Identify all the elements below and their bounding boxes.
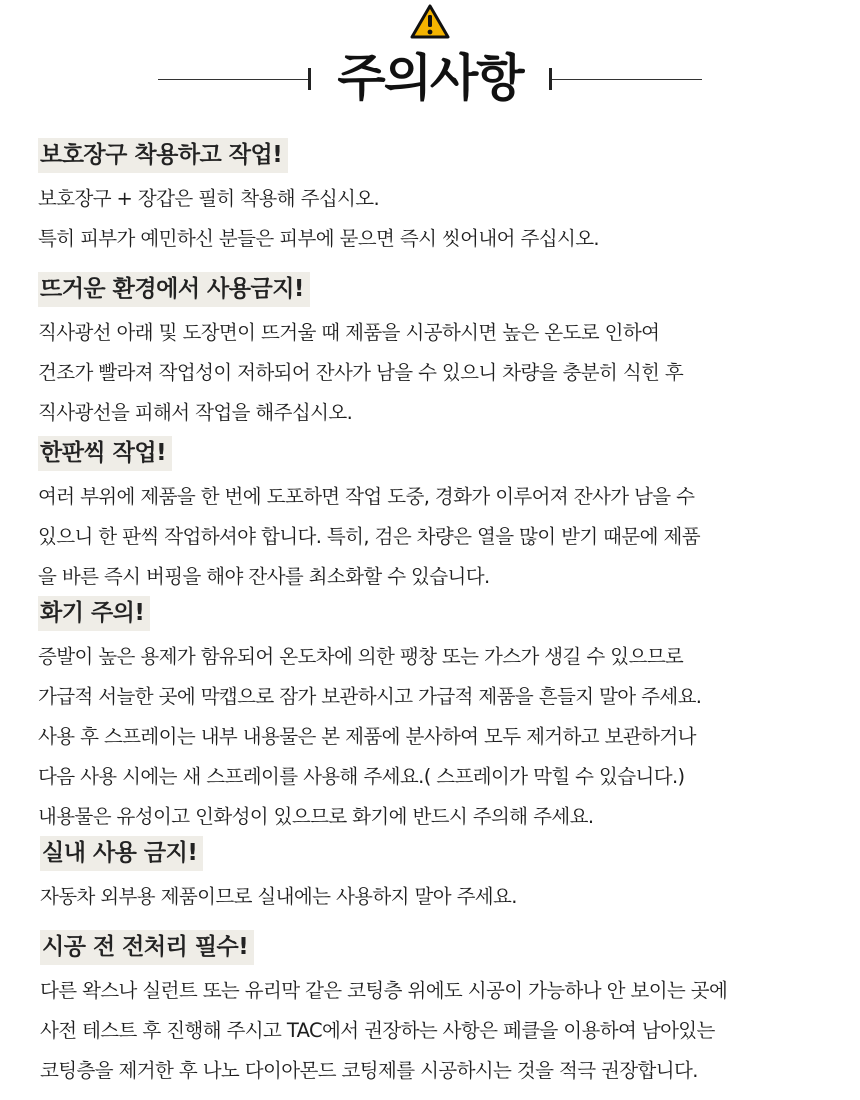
section-body — [40, 971, 830, 1091]
section-body — [38, 477, 828, 597]
section-heading: 화기 주의! — [38, 596, 150, 631]
body-line: 건조가 빨라져 작업성이 저하되어 잔사가 남을 수 있으니 차량을 충분히 식힌 후 — [38, 361, 684, 384]
page-header — [0, 0, 860, 120]
body-line: 사전 테스트 후 진행해 주시고 TAC에서 권장하는 사항은 페클을 이용하여 남아있는 — [40, 1019, 715, 1042]
section-no-indoor-use — [40, 836, 830, 917]
title-row — [0, 48, 860, 108]
body-line: 내용물은 유성이고 인화성이 있으므로 화기에 반드시 주의해 주세요. — [38, 805, 594, 828]
body-line: 다음 사용 시에는 새 스프레이를 사용해 주세요.( 스프레이가 막힐 수 있습니다.) — [38, 765, 685, 788]
body-line: 증발이 높은 용제가 함유되어 온도차에 의한 팽창 또는 가스가 생길 수 있으므로 — [38, 645, 684, 668]
body-line: 직사광선을 피해서 작업을 해주십시오. — [38, 401, 353, 424]
section-pretreatment-required — [40, 930, 830, 1091]
body-line: 보호장구 + 장갑은 필히 착용해 주십시오. — [38, 187, 380, 210]
body-line: 코팅층을 제거한 후 나노 다이아몬드 코팅제를 시공하시는 것을 적극 권장합니다. — [40, 1059, 698, 1082]
body-line: 사용 후 스프레이는 내부 내용물은 본 제품에 분사하여 모두 제거하고 보관하거나 — [38, 725, 696, 748]
title-rule-left — [158, 79, 308, 80]
title-rule-right — [552, 79, 702, 80]
body-line: 을 바른 즉시 버핑을 해야 잔사를 최소화할 수 있습니다. — [38, 565, 490, 588]
section-heading: 한판씩 작업! — [38, 436, 172, 471]
section-body — [38, 179, 828, 259]
section-protective-gear — [38, 138, 828, 259]
body-line: 다른 왁스나 실런트 또는 유리막 같은 코팅층 위에도 시공이 가능하나 안 보이는 곳에 — [40, 979, 728, 1002]
section-body — [38, 637, 828, 837]
section-heading: 시공 전 전처리 필수! — [40, 930, 254, 965]
body-line: 자동차 외부용 제품이므로 실내에는 사용하지 말아 주세요. — [40, 885, 517, 908]
warning-icon — [410, 4, 450, 40]
section-heading: 실내 사용 금지! — [40, 836, 203, 871]
section-one-panel-at-a-time — [38, 436, 828, 597]
body-line: 직사광선 아래 및 도장면이 뜨거울 때 제품을 시공하시면 높은 온도로 인하여 — [38, 321, 660, 344]
body-line: 가급적 서늘한 곳에 막캡으로 잠가 보관하시고 가급적 제품을 흔들지 말아 주세요. — [38, 685, 702, 708]
title-tick-left — [308, 68, 311, 90]
page-title: 주의사항 — [337, 49, 523, 107]
body-line: 여러 부위에 제품을 한 번에 도포하면 작업 도중, 경화가 이루어져 잔사가 남을 수 — [38, 485, 695, 508]
body-line: 있으니 한 판씩 작업하셔야 합니다. 특히, 검은 차량은 열을 많이 받기 때문에 제품 — [38, 525, 700, 548]
section-body — [38, 313, 828, 433]
body-line: 특히 피부가 예민하신 분들은 피부에 묻으면 즉시 씻어내어 주십시오. — [38, 227, 600, 250]
section-body — [40, 877, 830, 917]
section-no-hot-environment — [38, 272, 828, 433]
section-heading: 뜨거운 환경에서 사용금지! — [38, 272, 310, 307]
section-heading: 보호장구 착용하고 작업! — [38, 138, 288, 173]
section-fire-caution — [38, 596, 828, 837]
